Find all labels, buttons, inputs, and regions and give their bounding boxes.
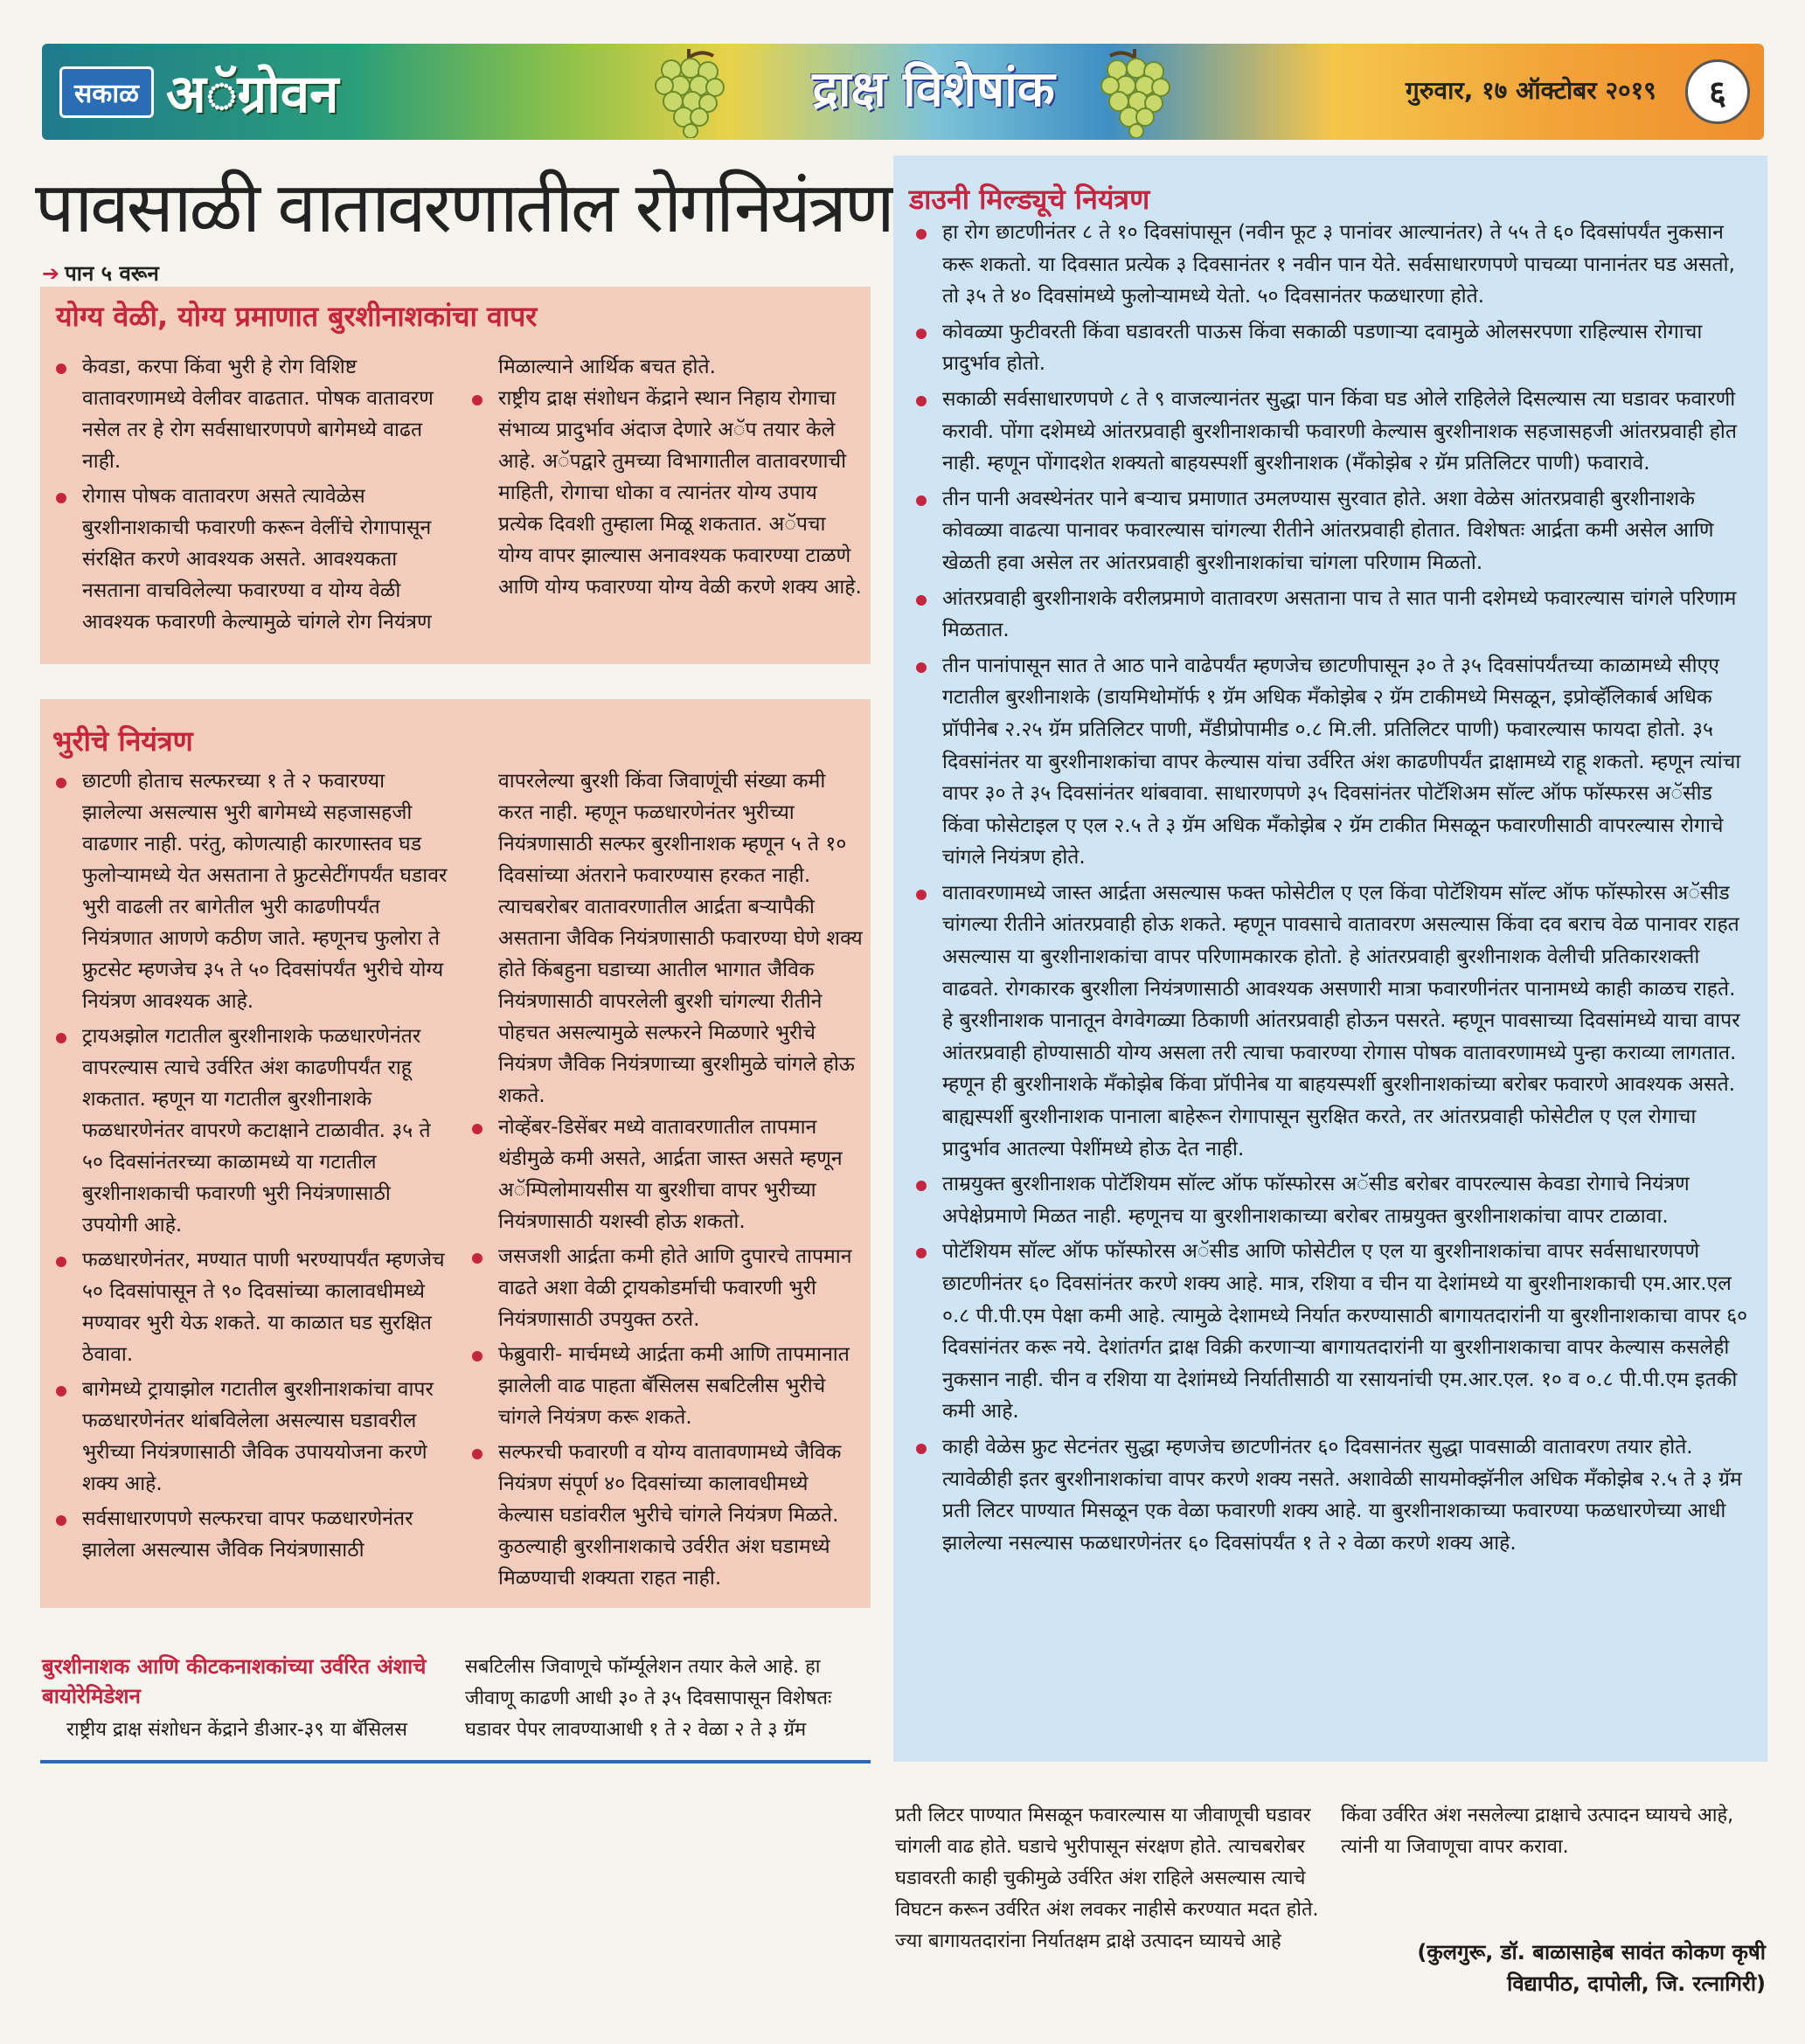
list-item: हा रोग छाटणीनंतर ८ ते १० दिवसांपासून (नवीन फूट ३ पानांवर आल्यानंतर) ते ५५ ते ६० दिवसांपर्यंत नुकसान करू शकतो. या दिवसात प्रत्येक ३ दिवसानंतर १ नवीन पान येते. सर्वसाधारणपणे पाचव्या पानानंतर घड असतो, तो ३५ ते ४० दिवसांमध्ये फुलोऱ्यामध्ये येतो. ५० दिवसानंतर फळधारणा होते. [909, 217, 1748, 313]
list-item: राष्ट्रीय द्राक्ष संशोधन केंद्राने स्थान निहाय रोगाचा संभाव्य प्रादुर्भाव अंदाज देणारे अॅप तयार केले आहे. अॅपद्वारे तुमच्या विभागातील वातावरणाची माहिती, रोगाचा धोका व त्यानंतर योग्य उपाय प्रत्येक दिवशी तुम्हाला मिळू शकतात. अॅपचा योग्य वापर झाल्यास अनावश्यक फवारण्या टाळणे आणि योग्य फवारण्या योग्य वेळी करणे शक्य आहे. [465, 383, 863, 603]
continued-from-text: पान ५ वरून [65, 261, 159, 286]
list-item: सकाळी सर्वसाधारणपणे ८ ते ९ वाजल्यानंतर सुद्धा पान किंवा घड ओले राहिलेले दिसल्यास त्या घडावर फवारणी करावी. पोंगा दशेमध्ये आंतरप्रवाही बुरशीनाशकाची फवारणी केल्यास बुरशीनाशक सहजासहजी आंतरप्रवाही होत नाही. म्हणून पोंगादशेत शक्यतो बाहयस्पर्शी बुरशीनाशक (मॅंकोझेब २ ग्रॅम प्रतिलिटर पाणी) फवारावे. [909, 384, 1748, 480]
bioremediation-title: बुरशीनाशक आणि कीटकनाशकांच्या उर्वरित अंशाचे बायोरेमिडेशन [42, 1654, 427, 1708]
special-issue-title: द्राक्ष विशेषांक [812, 60, 1055, 118]
list-item: ताम्रयुक्त बुरशीनाशक पोटॅशियम सॉल्ट ऑफ फॉस्फोरस अॅसीड बरोबर वापरल्यास केवडा रोगाचे नियंत्रण अपेक्षेप्रमाणे मिळत नाही. म्हणूनच या बुरशीनाशकाच्या बरोबर ताम्रयुक्त बुरशीनाशकांचा वापर टाळावा. [909, 1168, 1748, 1232]
list-item: तीन पानांपासून सात ते आठ पाने वाढेपर्यंत म्हणजेच छाटणीपासून ३० ते ३५ दिवसांपर्यंतच्या काळामध्ये सीएए गटातील बुरशीनाशके (डायमिथोमॉर्फ १ ग्रॅम अधिक मॅंकोझेब २ ग्रॅम टाकीमध्ये मिसळून, इप्रोव्हॅलिकार्ब अधिक प्रॉपीनेब २.२५ ग्रॅम प्रतिलिटर पाणी, मॅंडीप्रोपामीड ०.८ मि.ली. प्रतिलिटर पाणी) फवारल्यास फायदा होतो. ३५ दिवसांनंतर या बुरशीनाशकांचा वापर केल्यास यांचा उर्वरित अंश काढणीपर्यंत द्राक्षामध्ये राहू शकतो. म्हणून त्यांचा वापर ३० ते ३५ दिवसांनंतर थांबवावा. साधारणपणे ३५ दिवसांनंतर पोटॅशिअम सॉल्ट ऑफ फॉस्फरस अॅसीड किंवा फोसेटाइल ए एल २.५ ते ३ ग्रॅम अधिक मॅंकोझेब २ ग्रॅम टाकीत मिसळून फवारणीसाठी वापरल्यास रोगाचे चांगले नियंत्रण होते. [909, 650, 1748, 874]
continued-from [42, 259, 159, 288]
list-item: ट्रायअझोल गटातील बुरशीनाशके फळधारणेनंतर वापरल्यास त्याचे उर्वरित अंश काढणीपर्यंत राहू शकतात. म्हणून या गटातील बुरशीनाशके फळधारणेनंतर वापरणे कटाक्षाने टाळावीत. ३५ ते ५० दिवसांनंतरच्या काळामध्ये या गटातील बुरशीनाशकाची फवारणी भुरी नियंत्रणासाठी उपयोगी आहे. [49, 1021, 451, 1241]
divider [40, 1760, 871, 1763]
continuation-text: वापरलेल्या बुरशी किंवा जिवाणूंची संख्या कमी करत नाही. म्हणून फळधारणेनंतर भुरीच्या नियंत्रणासाठी सल्फर बुरशीनाशक म्हणून ५ ते १० दिवसांच्या अंतराने फवारण्यास हरकत नाही. त्याचबरोबर वातावरणातील आर्द्रता बऱ्यापैकी असताना जैविक नियंत्रणासाठी फवारण्या घेणे शक्य होते किंबहुना घडाच्या आतील भागात जैविक नियंत्रणासाठी वापरलेली बुरशी चांगल्या रीतीने पोहचत असल्यामुळे सल्फरने मिळणारे भुरीचे नियंत्रण जैविक नियंत्रणाच्या बुरशीमुळे चांगले होऊ शकते. [498, 770, 863, 1107]
bioremediation-col3: प्रती लिटर पाण्यात मिसळून फवारल्यास या जीवाणूची घडावर चांगली वाढ होते. घडाचे भुरीपासून संरक्षण होते. त्याचबरोबर घडावरती काही चुकीमुळे उर्वरित अंश राहिले असल्यास त्याचे विघटन करून उर्वरित अंश लवकर नाहीसे करण्यात मदत होते. ज्या बागायतदारांना निर्यातक्षम द्राक्षे उत्पादन घ्यायचे आहे [895, 1805, 1319, 1952]
list-item: फेब्रुवारी- मार्चमध्ये आर्द्रता कमी आणि तापमानात झालेली वाढ पाहता बॅसिलस सबटिलीस भुरीचे चांगले नियंत्रण करू शकते. [465, 1339, 863, 1433]
bioremediation-col2: सबटिलीस जिवाणूचे फॉर्म्यूलेशन तयार केले आहे. हा जीवाणू काढणी आधी ३० ते ३५ दिवसापासून विशेषतः घडावर पेपर लावण्याआधी १ ते २ वेळा २ ते ३ ग्रॅम [465, 1656, 832, 1741]
section-title: योग्य वेळी, योग्य प्रमाणात बुरशीनाशकांचा वापर [56, 300, 538, 333]
list-item: काही वेळेस फ्रुट सेटनंतर सुद्धा म्हणजेच छाटणीनंतर ६० दिवसानंतर सुद्धा पावसाळी वातावरण तयार होते. त्यावेळीही इतर बुरशीनाशकांचा वापर करणे शक्य नसते. अशावेळी सायमोक्झॅनील अधिक मॅंकोझेब २.५ ते ३ ग्रॅम प्रती लिटर पाण्यात मिसळून एक वेळा फवारणी शक्य आहे. या बुरशीनाशकाच्या फवारण्या फळधारणेच्या आधी झालेल्या नसल्यास फळधारणेनंतर ६० दिवसांपर्यंत १ ते २ वेळा करणे शक्य आहे. [909, 1431, 1748, 1559]
list-item: बागेमध्ये ट्रायाझोल गटातील बुरशीनाशकांचा वापर फळधारणेनंतर थांबविलेला असल्यास घडावरील भुरीच्या नियंत्रणासाठी जैविक उपाययोजना करणे शक्य आहे. [49, 1374, 451, 1500]
list-item: कोवळ्या फुटीवरती किंवा घडावरती पाऊस किंवा सकाळी पडणाऱ्या दवामुळे ओलसरपणा राहिल्यास रोगाचा प्रादुर्भाव होतो. [909, 316, 1748, 380]
list-item: जसजशी आर्द्रता कमी होते आणि दुपारचे तापमान वाढते अशा वेळी ट्रायकोडर्माची फवारणी भुरी नियंत्रणासाठी उपयुक्त ठरते. [465, 1241, 863, 1335]
bioremediation-col4: किंवा उर्वरित अंश नसलेल्या द्राक्षाचे उत्पादन घ्यायचे आहे, त्यांनी या जिवाणूचा वापर करावा. [1341, 1805, 1734, 1858]
continuation-text: मिळाल्याने आर्थिक बचत होते. [498, 356, 716, 378]
list-item: सल्फरची फवारणी व योग्य वातावणामध्ये जैविक नियंत्रण संपूर्ण ४० दिवसांच्या कालावधीमध्ये केल्यास घडांवरील भुरीचे चांगले नियंत्रण मिळते. कुठल्याही बुरशीनाशकाचे उर्वरीत अंश घडामध्ये मिळण्याची शक्यता राहत नाही. [465, 1437, 863, 1594]
section-title: भुरीचे नियंत्रण [52, 724, 193, 758]
section-title: डाउनी मिल्ड्यूचे नियंत्रण [909, 183, 1150, 216]
section2-left-column [49, 766, 451, 1569]
page-title: पावसाळी वातावरणातील रोगनियंत्रण [35, 167, 892, 248]
brand-agrowon: अॅग्रोवन [165, 64, 339, 125]
list-item: आंतरप्रवाही बुरशीनाशके वरीलप्रमाणे वातावरण असताना पाच ते सात पानी दशेमध्ये फवारल्यास चांगले परिणाम मिळतात. [909, 583, 1748, 647]
brand-logo [59, 56, 338, 128]
grapes-icon [1091, 47, 1178, 138]
list-item: वातावरणामध्ये जास्त आर्द्रता असल्यास फक्त फोसेटील ए एल किंवा पोटॅशियम सॉल्ट ऑफ फॉस्फोरस अॅसीड चांगल्या रीतीने आंतरप्रवाही होऊ शकते. म्हणून पावसाचे वातावरण असल्यास किंवा दव बराच वेळ पानावर राहत असल्यास या बुरशीनाशकांचा वापर परिणामकारक होतो. हे आंतरप्रवाही बुरशीनाशक वेलीची प्रतिकारशक्ती वाढवते. रोगकारक बुरशीला नियंत्रणासाठी आवश्यक असणारी मात्रा फवारणीनंतर पानामध्ये काही काळच राहते. हे बुरशीनाशक पानातून वेगवेगळ्या ठिकाणी आंतरप्रवाही होऊन पसरते. म्हणून पावसाच्या दिवसांमध्ये याचा वापर आंतरप्रवाही होण्यासाठी योग्य असला तरी त्याचा फवारण्या रोगास पोषक वातावरणामध्ये पुन्हा कराव्या लागतात. म्हणून ही बुरशीनाशके मॅंकोझेब किंवा प्रॉपीनेब या बाहयस्पर्शी बुरशीनाशकांच्या बरोबर फवारणे आवश्यक असते. बाह्यस्पर्शी बुरशीनाशक पानाला बाहेरून रोगापासून सुरक्षित करते, तर आंतरप्रवाही फोसेटील ए एल रोगाचा प्रादुर्भाव आतल्या पेशींमध्ये होऊ देत नाही. [909, 877, 1748, 1165]
list-item: तीन पानी अवस्थेनंतर पाने बऱ्याच प्रमाणात उमलण्यास सुरवात होते. अशा वेळेस आंतरप्रवाही बुरशीनाशके कोवळ्या वाढत्या पानावर फवारल्यास चांगल्या रीतीने आंतरप्रवाही होतात. विशेषतः आर्द्रता कमी असेल आणि खेळती हवा असेल तर आंतरप्रवाही बुरशीनाशकांचा चांगला परिणाम मिळतो. [909, 483, 1748, 579]
page-number: ६ [1685, 59, 1750, 124]
arrow-right-icon: ➔ [42, 261, 60, 286]
section3-list [909, 217, 1748, 1562]
list-item: सर्वसाधारणपणे सल्फरचा वापर फळधारणेनंतर झालेला असल्यास जैविक नियंत्रणासाठी [49, 1503, 451, 1566]
issue-date: गुरुवार, १७ ऑक्टोबर २०१९ [1406, 76, 1656, 105]
list-item: रोगास पोषक वातावरण असते त्यावेळेस बुरशीनाशकाची फवारणी करून वेलींचे रोगापासून संरक्षित करणे आवश्यक असते. आवश्यकता नसताना वाचविलेल्या फवारण्या व योग्य वेळी आवश्यक फवारणी केल्यामुळे चांगले रोग नियंत्रण [49, 481, 451, 638]
bioremediation-col1: राष्ट्रीय द्राक्ष संशोधन केंद्राने डीआर-३९ या बॅसिलस [66, 1719, 408, 1741]
list-item: नोव्हेंबर-डिसेंबर मध्ये वातावरणातील तापमान थंडीमुळे कमी असते, आर्द्रता जास्त असते म्हणून अॅम्पिलोमायसीस या बुरशीचा वापर भुरीच्या नियंत्रणासाठी यशस्वी होऊ शकतो. [465, 1112, 863, 1237]
section2-right-column [465, 766, 863, 1597]
list-item: पोटॅशियम सॉल्ट ऑफ फॉस्फोरस अॅसीड आणि फोसेटील ए एल या बुरशीनाशकांचा वापर सर्वसाधारणपणे छाटणीनंतर ६० दिवसांनंतर करणे शक्य आहे. मात्र, रशिया व चीन या देशांमध्ये या बुरशीनाशकाची एम.आर.एल ०.८ पी.पी.एम पेक्षा कमी आहे. त्यामुळे देशामध्ये निर्यात करण्यासाठी बागायतदारांनी या बुरशीनाशकाचा वापर ६० दिवसांनंतर करू नये. देशांतर्गत द्राक्ष विक्री करणाऱ्या बागायतदारांनी या बुरशीनाशकाचा वापर केल्यास कसलेही नुकसान नाही. चीन व रशिया या देशांमध्ये निर्यातीसाठी या रसायनांची एम.आर.एल. १० व ०.८ पी.पी.एम इतकी कमी आहे. [909, 1236, 1748, 1428]
brand-sakal: सकाळ [59, 66, 154, 118]
section1-left-column [49, 351, 451, 641]
author-credit: (कुलगुरू, डॉ. बाळासाहेब सावंत कोकण कृषी विद्यापीठ, दापोली, जि. रत्नागिरी) [1417, 1940, 1766, 1996]
list-item: केवडा, करपा किंवा भुरी हे रोग विशिष्ट वातावरणामध्ये वेलीवर वाढतात. पोषक वातावरण नसेल तर हे रोग सर्वसाधारणपणे बागेमध्ये वाढत नाही. [49, 351, 451, 477]
list-item: छाटणी होताच सल्फरच्या १ ते २ फवारण्या झालेल्या असल्यास भुरी बागेमध्ये सहजासहजी वाढणार नाही. परंतु, कोणत्याही कारणास्तव घड फुलोऱ्यामध्ये येत असताना ते फ्रुटसेटींगपर्यंत घडावर भुरी वाढली तर बागेतील भुरी काढणीपर्यंत नियंत्रणात आणणे कठीण जाते. म्हणूनच फुलोरा ते फ्रुटसेट म्हणजेच ३५ ते ५० दिवसांपर्यंत भुरीचे योग्य नियंत्रण आवश्यक आहे. [49, 766, 451, 1017]
section1-right-column [465, 351, 863, 606]
grapes-icon [645, 47, 732, 138]
list-item: फळधारणेनंतर, मण्यात पाणी भरण्यापर्यंत म्हणजेच ५० दिवसांपासून ते ९० दिवसांच्या कालावधीमध्ये मण्यावर भुरी येऊ शकते. या काळात घड सुरक्षित ठेवावा. [49, 1244, 451, 1370]
masthead-banner [42, 44, 1764, 140]
